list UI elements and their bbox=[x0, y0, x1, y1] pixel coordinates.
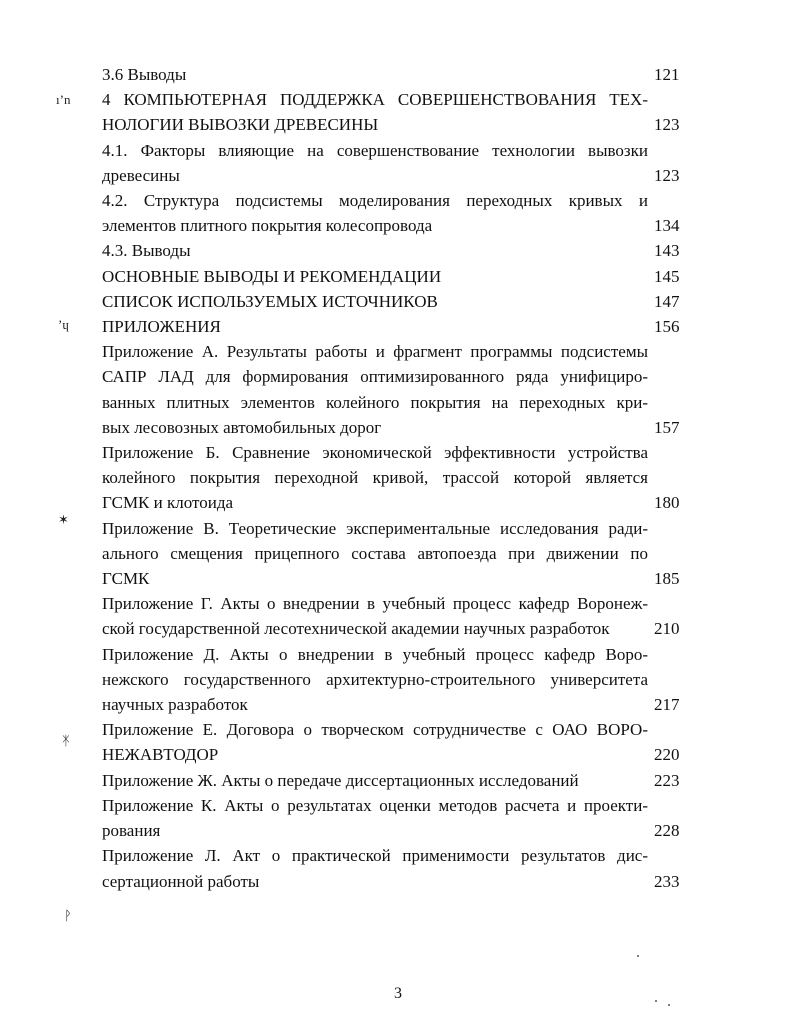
toc-entry-line: СПИСОК ИСПОЛЬЗУЕМЫХ ИСТОЧНИКОВ bbox=[102, 291, 438, 311]
toc-entry-line: ванных плитных элементов колейного покрытия на переходных кри- bbox=[102, 392, 648, 412]
toc-entry-line: ПРИЛОЖЕНИЯ bbox=[102, 317, 221, 337]
toc-entry bbox=[102, 591, 694, 641]
toc-entry-line: нежского государственного архитектурно-строительного университета bbox=[102, 669, 648, 689]
toc-page-number: 157 bbox=[654, 417, 680, 437]
toc-entry-line: древесины bbox=[102, 165, 180, 185]
toc-entry bbox=[102, 138, 694, 188]
toc-entry-line: ГСМК и клотоида bbox=[102, 493, 234, 513]
toc-entry-line: ГСМК bbox=[102, 569, 150, 589]
toc-entry-line: рования bbox=[102, 821, 161, 841]
toc-page-number: 123 bbox=[654, 165, 680, 185]
scan-speck bbox=[637, 955, 639, 957]
toc-entry-line: колейного покрытия переходной кривой, трассой которой является bbox=[102, 468, 648, 488]
margin-mark-3: ✶ bbox=[58, 512, 69, 527]
toc-entry bbox=[102, 793, 694, 843]
toc-entry bbox=[102, 62, 694, 87]
scan-speck bbox=[668, 1004, 670, 1006]
toc-entry-line: Приложение Л. Акт о практической применимости результатов дис- bbox=[102, 846, 648, 866]
toc-entry-line: научных разработок bbox=[102, 695, 248, 715]
toc-entry-line: ской государственной лесотехнической академии научных разработок bbox=[102, 619, 610, 639]
toc-entry bbox=[102, 314, 694, 339]
toc-page-number: 147 bbox=[654, 291, 680, 311]
toc-page-number: 156 bbox=[654, 317, 680, 337]
toc-entry bbox=[102, 289, 694, 314]
toc-entry-line: Приложение В. Теоретические экспериментальные исследования ради- bbox=[102, 518, 648, 538]
toc-entry-line: вых лесовозных автомобильных дорог bbox=[102, 417, 382, 437]
table-of-contents bbox=[102, 62, 694, 894]
toc-entry bbox=[102, 238, 694, 263]
toc-entry-line: 3.6 Выводы bbox=[102, 65, 187, 84]
toc-entry-line: сертационной работы bbox=[102, 871, 260, 891]
toc-entry bbox=[102, 188, 694, 238]
toc-page-number: 223 bbox=[654, 770, 680, 790]
toc-entry-line: ОСНОВНЫЕ ВЫВОДЫ И РЕКОМЕНДАЦИИ bbox=[102, 266, 442, 286]
margin-mark-1: ıʼn bbox=[56, 92, 71, 107]
toc-page-number: 185 bbox=[654, 569, 680, 589]
toc-entry bbox=[102, 843, 694, 893]
toc-page-number: 145 bbox=[654, 266, 680, 286]
toc-entry bbox=[102, 516, 694, 592]
toc-page-number: 210 bbox=[654, 619, 680, 639]
toc-entry bbox=[102, 768, 694, 793]
toc-page-number: 220 bbox=[654, 745, 680, 765]
toc-page-number: 180 bbox=[654, 493, 680, 513]
toc-entry bbox=[102, 717, 694, 767]
toc-page-number: 143 bbox=[654, 241, 680, 261]
toc-entry-line: Приложение Д. Акты о внедрении в учебный процесс кафедр Воро- bbox=[102, 644, 648, 664]
toc-entry-line: Приложение Е. Договора о творческом сотрудничестве с ОАО ВОРО- bbox=[102, 720, 648, 740]
margin-mark-2: ʼɥ bbox=[58, 317, 69, 332]
toc-page-number: 123 bbox=[654, 115, 680, 135]
toc-entry-line: Приложение Ж. Акты о передаче диссертационных исследований bbox=[102, 770, 579, 790]
margin-mark-4: ᛡ bbox=[62, 733, 70, 748]
toc-entry bbox=[102, 87, 694, 137]
toc-entry-line: 4.2. Структура подсистемы моделирования переходных кривых и bbox=[102, 191, 648, 211]
toc-entry-line: Приложение Б. Сравнение экономической эффективности устройства bbox=[102, 443, 648, 463]
margin-mark-5: ᚹ bbox=[64, 908, 72, 923]
toc-entry-line: Приложение А. Результаты работы и фрагмент программы подсистемы bbox=[102, 342, 648, 362]
toc-page-number: 134 bbox=[654, 216, 680, 236]
scan-speck bbox=[655, 1000, 657, 1002]
toc-entry-line: Приложение Г. Акты о внедрении в учебный процесс кафедр Воронеж- bbox=[102, 594, 648, 614]
toc-entry-line: 4.3. Выводы bbox=[102, 241, 191, 261]
toc-page-number: 121 bbox=[654, 65, 680, 84]
toc-entry bbox=[102, 642, 694, 718]
toc-entry bbox=[102, 339, 694, 440]
toc-entry-line: НЕЖАВТОДОР bbox=[102, 745, 219, 765]
toc-entry-line: НОЛОГИИ ВЫВОЗКИ ДРЕВЕСИНЫ bbox=[102, 115, 379, 135]
toc-page-number: 233 bbox=[654, 871, 680, 891]
toc-page-number: 217 bbox=[654, 695, 680, 715]
toc-entry-line: САПР ЛАД для формирования оптимизированного ряда унифициро- bbox=[102, 367, 648, 387]
toc-entry-line: элементов плитного покрытия колесопровода bbox=[102, 216, 433, 236]
page-number: 3 bbox=[394, 985, 402, 1002]
toc-entry bbox=[102, 264, 694, 289]
toc-entry-line: Приложение К. Акты о результатах оценки методов расчета и проекти- bbox=[102, 795, 648, 815]
toc-entry-line: ального смещения прицепного состава автопоезда при движении по bbox=[102, 543, 648, 563]
toc-entry-line: 4.1. Факторы влияющие на совершенствование технологии вывозки bbox=[102, 140, 648, 160]
toc-entry bbox=[102, 440, 694, 516]
toc-entry-line: 4 КОМПЬЮТЕРНАЯ ПОДДЕРЖКА СОВЕРШЕНСТВОВАНИЯ ТЕХ- bbox=[102, 90, 648, 110]
toc-page-number: 228 bbox=[654, 821, 680, 841]
